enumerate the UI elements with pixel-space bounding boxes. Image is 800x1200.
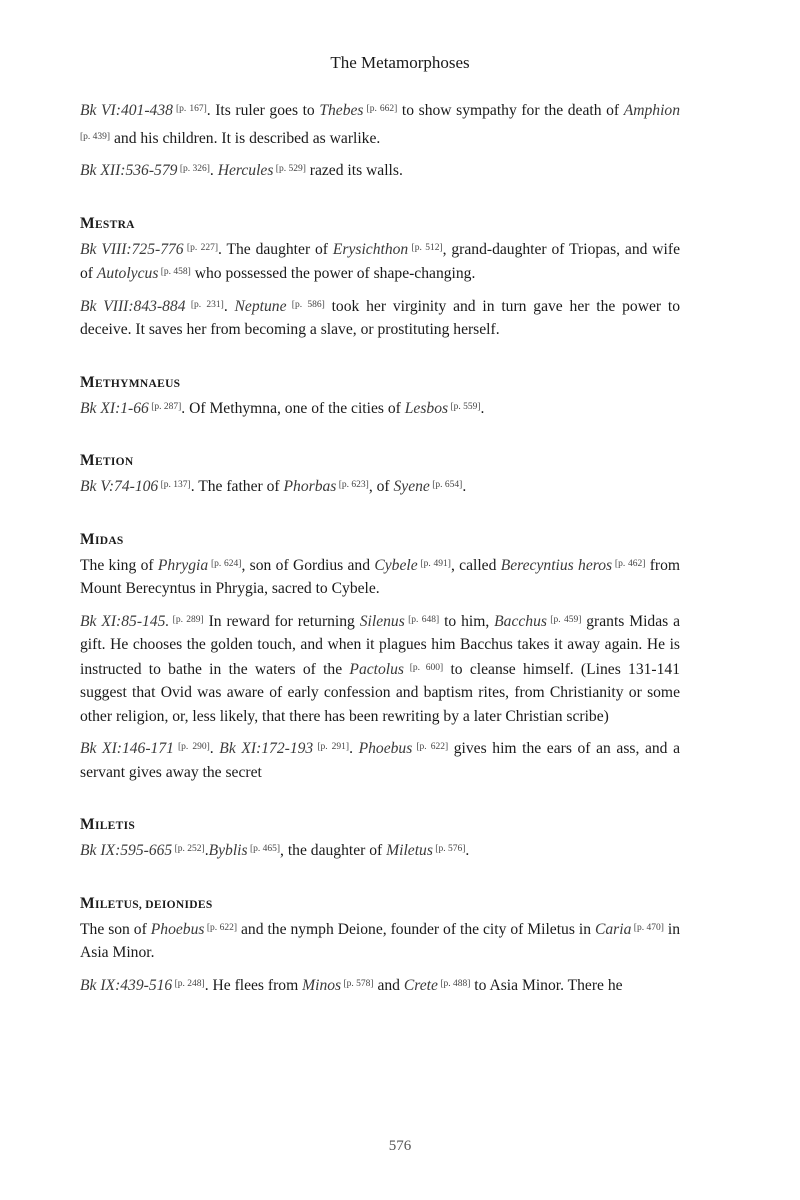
reference-term: Caria	[594, 920, 632, 938]
page-reference-link[interactable]: [p. 227]	[183, 242, 218, 253]
body-text: and his children. It is described as warlike.	[110, 129, 381, 147]
reference-term: Cybele	[374, 556, 418, 574]
body-text: .	[204, 842, 209, 859]
body-text: to show sympathy for the death of	[397, 102, 624, 119]
entry-paragraph	[80, 838, 680, 863]
entry-paragraph	[80, 158, 680, 183]
reference-term: Bk VI:401-438	[80, 102, 173, 119]
entry-miletus-deionides	[80, 895, 680, 998]
body-text: In reward for returning	[203, 612, 360, 630]
body-text: .	[223, 297, 235, 315]
page-reference-link[interactable]: [p. 662]	[363, 104, 398, 114]
reference-term: Byblis	[208, 842, 248, 859]
reference-term: Silenus	[359, 612, 405, 630]
page-reference-link[interactable]: [p. 462]	[612, 558, 646, 569]
body-text: .	[209, 740, 220, 757]
body-text: . He flees from	[204, 976, 303, 994]
reference-term: Bk IX:439-516	[80, 976, 173, 994]
page-reference-link[interactable]: [p. 624]	[208, 558, 242, 569]
page-reference-link[interactable]: [p. 529]	[273, 164, 306, 174]
reference-term: Bk V:74-106	[80, 478, 159, 495]
page-reference-link[interactable]: [p. 231]	[185, 299, 224, 310]
body-text: grants Midas a gift. He chooses the golden touch, and when it plagues him Bacchus takes it away again. He is instructed to bathe in the waters of the	[80, 612, 681, 678]
entry-heading: METION	[80, 452, 134, 469]
body-text: .	[480, 399, 485, 417]
body-text: who possessed the power of shape-changing.	[190, 265, 476, 282]
entry-paragraph	[80, 474, 680, 499]
page-reference-link[interactable]: [p. 465]	[247, 844, 281, 854]
reference-term: Minos	[302, 976, 342, 994]
entry-heading: MILETUS, DEIONIDES	[80, 894, 213, 912]
page-reference-link[interactable]: [p. 654]	[429, 480, 463, 490]
reference-term: Autolycus	[96, 265, 159, 282]
body-text: .	[349, 740, 359, 757]
entry-heading: METHYMNAEUS	[80, 373, 181, 391]
reference-term: Syene	[393, 478, 430, 495]
body-text: , the daughter of	[280, 842, 387, 859]
page-reference-link[interactable]: [p. 622]	[412, 742, 449, 752]
reference-term: Berecyntius heros	[500, 556, 613, 574]
body-text: , called	[450, 556, 501, 574]
page-number: 576	[388, 1138, 412, 1154]
body-text: . The father of	[190, 478, 284, 495]
body-text: . Its ruler goes to	[206, 102, 320, 119]
page-reference-link[interactable]: [p. 289]	[169, 614, 204, 625]
body-text: .	[209, 162, 218, 179]
reference-term: Bk XI:1-66	[80, 399, 149, 417]
entry-metion	[80, 452, 680, 499]
running-title: The Metamorphoses	[330, 53, 470, 72]
page-reference-link[interactable]: [p. 648]	[404, 614, 440, 625]
reference-term: Phoebus	[358, 740, 413, 757]
entry-methymnaeus	[80, 374, 680, 421]
reference-term: Lesbos	[404, 399, 449, 417]
entry-heading: MIDAS	[80, 530, 124, 548]
page-reference-link[interactable]: [p. 559]	[448, 401, 481, 412]
entry-paragraph	[80, 917, 680, 965]
page-reference-link[interactable]: [p. 512]	[408, 242, 443, 253]
reference-term: Amphion	[623, 102, 680, 119]
page-reference-link[interactable]: [p. 622]	[204, 922, 238, 933]
reference-term: Bk IX:595-665	[80, 842, 173, 859]
body-text: gives him the ears of an ass, and a servant gives away the secret	[80, 740, 680, 781]
page-reference-link[interactable]: [p. 248]	[172, 978, 205, 989]
body-text: The son of	[80, 920, 151, 938]
reference-term: Bk XI:85-145.	[80, 612, 170, 630]
reference-term: Bk VIII:843-884	[80, 297, 186, 315]
entry-heading: MILETIS	[80, 816, 136, 833]
reference-term: Crete	[403, 976, 438, 994]
page-reference-link[interactable]: [p. 167]	[172, 104, 207, 114]
reference-term: Bk XII:536-579	[80, 162, 178, 179]
reference-term: Phrygia	[157, 556, 209, 574]
reference-term: Bk VIII:725-776	[80, 240, 184, 258]
body-text: .	[462, 478, 467, 495]
reference-term: Pactolus	[349, 660, 404, 678]
entry-heading: MESTRA	[80, 214, 135, 232]
page-reference-link[interactable]: [p. 623]	[336, 480, 369, 490]
body-text: and	[373, 976, 404, 994]
body-text: .	[465, 842, 470, 859]
entry-paragraph	[80, 736, 680, 784]
page-reference-link[interactable]: [p. 491]	[417, 558, 451, 569]
body-text: in Asia Minor.	[80, 920, 681, 961]
reference-term: Miletus	[386, 842, 433, 859]
page-reference-link[interactable]: [p. 459]	[546, 614, 582, 625]
reference-term: Bacchus	[494, 612, 547, 630]
entry-paragraph	[80, 973, 680, 998]
page-reference-link[interactable]: [p. 600]	[404, 662, 444, 673]
body-text: . The daughter of	[217, 240, 333, 258]
entry-paragraph	[80, 294, 680, 342]
page-reference-link[interactable]: [p. 137]	[158, 480, 191, 490]
entry-paragraph	[80, 609, 680, 729]
entry-paragraph	[80, 553, 680, 601]
body-text: and the nymph Deione, founder of the city of Miletus in	[237, 920, 595, 938]
reference-term: Phorbas	[283, 478, 337, 495]
body-text: , son of Gordius and	[241, 556, 375, 574]
reference-term: Phoebus	[150, 920, 205, 938]
page-reference-link[interactable]: [p. 488]	[437, 978, 471, 989]
page-reference-link[interactable]: [p. 252]	[172, 844, 205, 854]
body-text: to cleanse himself. (Lines 131-141 suggest that Ovid was aware of early confession and baptism rites, from Christianity or some other religion, or, less likely, that there has been rewriting by a later Christian scribe)	[80, 660, 680, 725]
page-body	[80, 98, 680, 1005]
entry-mestra	[80, 215, 680, 342]
reference-term: Hercules	[217, 162, 274, 179]
page-reference-link[interactable]: [p. 470]	[631, 922, 664, 933]
reference-term: Bk XI:172-193	[219, 740, 314, 757]
reference-term: Erysichthon	[332, 240, 409, 258]
reference-term: Bk XI:146-171	[80, 740, 174, 757]
entry-paragraph	[80, 237, 680, 286]
entry-midas	[80, 531, 680, 785]
page-reference-link[interactable]: [p. 458]	[158, 267, 191, 277]
body-text: , grand-daughter of Triopas, and wife of	[80, 240, 681, 282]
page-reference-link[interactable]: [p. 287]	[148, 401, 182, 412]
reference-term: Thebes	[319, 102, 364, 119]
entry-paragraph	[80, 98, 680, 150]
body-text: , of	[368, 478, 394, 495]
body-text: . Of Methymna, one of the cities of	[181, 399, 405, 417]
body-text: took her virginity and in turn gave her the power to deceive. It saves her from becoming a slave, or prostituting herself.	[80, 297, 681, 338]
continued-entry	[80, 98, 680, 183]
body-text: razed its walls.	[305, 162, 403, 179]
body-text: to Asia Minor. There he	[470, 976, 623, 994]
page-reference-link[interactable]: [p. 290]	[173, 742, 210, 752]
body-text: The king of	[80, 556, 158, 574]
page-reference-link[interactable]: [p. 586]	[286, 299, 325, 310]
page-reference-link[interactable]: [p. 578]	[341, 978, 374, 989]
body-text: from Mount Berecyntus in Phrygia, sacred to Cybele.	[80, 556, 681, 597]
body-text: to him,	[439, 612, 495, 630]
page-reference-link[interactable]: [p. 576]	[432, 844, 466, 854]
page-reference-link[interactable]: [p. 439]	[80, 131, 111, 142]
entry-miletis	[80, 816, 680, 863]
entry-paragraph	[80, 396, 680, 421]
page-reference-link[interactable]: [p. 291]	[313, 742, 350, 752]
page-reference-link[interactable]: [p. 326]	[177, 164, 210, 174]
reference-term: Neptune	[234, 297, 287, 315]
